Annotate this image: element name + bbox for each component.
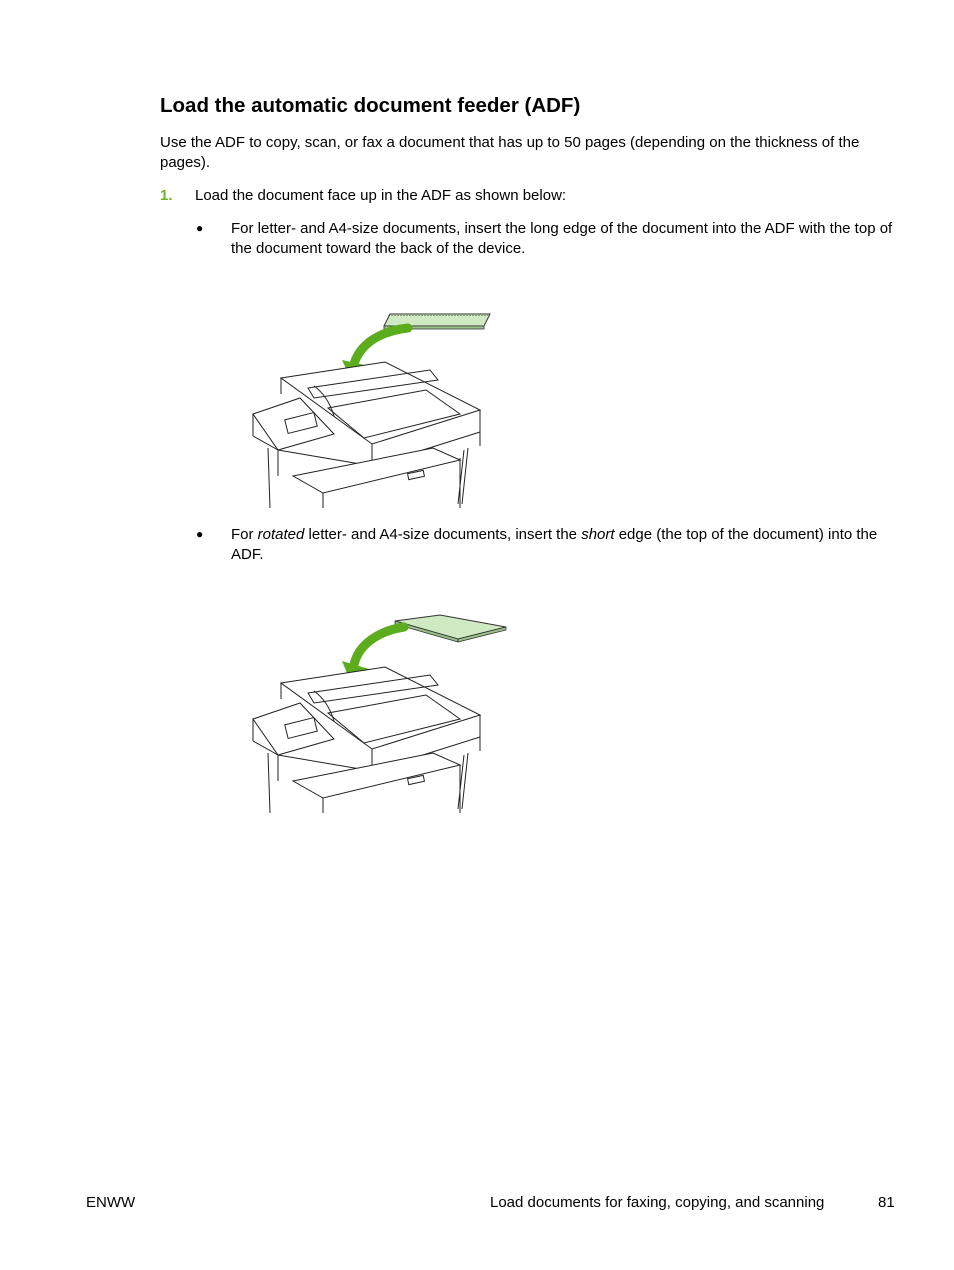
step-text: Load the document face up in the ADF as shown below: [195, 187, 567, 204]
adf-long-edge-illustration [248, 298, 510, 508]
intro-paragraph: Use the ADF to copy, scan, or fax a document that has up to 50 pages (depending on the thickness of the pages). [160, 134, 860, 171]
document-stack-icon [395, 615, 506, 642]
emphasis-rotated: rotated [257, 526, 305, 543]
bullet-text: For letter- and A4-size documents, insert the long edge of the document into the ADF with the top of the document toward the back of the device. [231, 220, 893, 257]
footer-chapter-title: Load documents for faxing, copying, and scanning [490, 1194, 825, 1211]
emphasis-short: short [581, 526, 615, 543]
bullet-text: For rotated letter- and A4-size documents, insert the short edge (the top of the document) into the ADF. [231, 526, 878, 563]
printer-icon [253, 667, 480, 813]
bullet-icon: ● [196, 527, 204, 541]
step-number: 1. [160, 187, 173, 204]
footer-left-label: ENWW [86, 1194, 136, 1211]
printer-icon [253, 362, 480, 508]
page-title: Load the automatic document feeder (ADF) [160, 94, 581, 117]
adf-short-edge-illustration [248, 603, 510, 813]
bullet-icon: ● [196, 221, 204, 235]
page-number: 81 [878, 1194, 895, 1211]
